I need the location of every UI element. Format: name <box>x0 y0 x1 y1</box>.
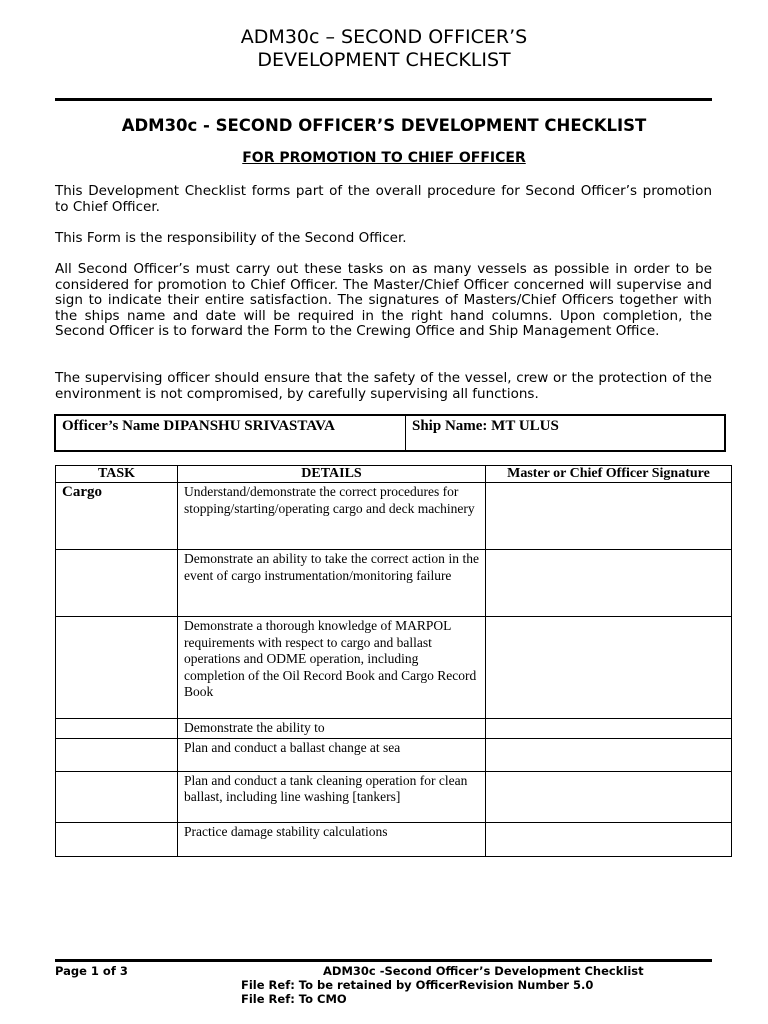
signature-cell[interactable] <box>486 483 732 550</box>
details-cell: Practice damage stability calculations <box>178 822 486 856</box>
table-row <box>56 550 732 617</box>
signature-cell[interactable] <box>486 738 732 771</box>
document-subtitle: FOR PROMOTION TO CHIEF OFFICER <box>242 150 526 166</box>
signature-cell[interactable] <box>486 617 732 719</box>
signature-cell[interactable] <box>486 822 732 856</box>
details-cell: Understand/demonstrate the correct procedures for stopping/starting/operating cargo and deck machinery <box>178 483 486 550</box>
task-cell <box>56 719 178 739</box>
signature-cell[interactable] <box>486 719 732 739</box>
safety-paragraph: The supervising officer should ensure that the safety of the vessel, crew or the protection of the environment is not compromised, by carefully supervising all functions. <box>55 370 712 402</box>
details-cell: Plan and conduct a tank cleaning operation for clean ballast, including line washing [tankers] <box>178 771 486 822</box>
footer-file-ref-2: File Ref: To CMO <box>241 992 347 1006</box>
table-row <box>56 483 732 550</box>
officer-name-field[interactable]: Officer’s Name DIPANSHU SRIVASTAVA <box>56 416 406 450</box>
details-cell: Demonstrate the ability to <box>178 719 486 739</box>
responsibility-paragraph: This Form is the responsibility of the Second Officer. <box>55 230 407 246</box>
header-line-1: ADM30c – SECOND OFFICER’S <box>240 26 528 48</box>
details-cell: Demonstrate an ability to take the correct action in the event of cargo instrumentation/monitoring failure <box>178 550 486 617</box>
table-row <box>56 738 732 771</box>
procedure-paragraph: All Second Officer’s must carry out these tasks on as many vessels as possible in order to be considered for promotion to Chief Officer. The Master/Chief Officer concerned will supervise and sign to indicate their entire satisfaction. The signatures of Masters/Chief Officers together with the ships name and date will be required in the right hand columns. Upon completion, the Second Officer is to forward the Form to the Crewing Office and Ship Management Office. <box>55 261 712 339</box>
task-cell <box>56 822 178 856</box>
document-title: ADM30c - SECOND OFFICER’S DEVELOPMENT CHECKLIST <box>121 116 647 135</box>
table-row <box>56 822 732 856</box>
details-cell: Demonstrate a thorough knowledge of MARPOL requirements with respect to cargo and ballast operations and ODME operation, including completion of the Oil Record Book and Cargo Record Book <box>178 617 486 719</box>
page-header <box>0 26 768 72</box>
ship-name-field[interactable]: Ship Name: MT ULUS <box>412 418 559 434</box>
task-cell <box>56 738 178 771</box>
table-row <box>56 771 732 822</box>
task-cell <box>56 550 178 617</box>
table-header-row <box>56 466 732 483</box>
details-column-header: DETAILS <box>178 466 486 483</box>
table-row <box>56 617 732 719</box>
task-column-header: TASK <box>56 466 178 483</box>
task-checklist-table <box>55 465 732 857</box>
header-divider <box>55 98 712 101</box>
table-row <box>56 719 732 739</box>
signature-cell[interactable] <box>486 550 732 617</box>
officer-info-box <box>54 414 726 452</box>
header-line-2: DEVELOPMENT CHECKLIST <box>257 49 511 71</box>
signature-column-header: Master or Chief Officer Signature <box>486 466 732 483</box>
task-cell <box>56 771 178 822</box>
signature-cell[interactable] <box>486 771 732 822</box>
footer-divider <box>55 959 712 962</box>
footer-file-ref-1: File Ref: To be retained by OfficerRevision Number 5.0 <box>241 978 594 992</box>
footer-document-ref: ADM30c -Second Officer’s Development Checklist <box>323 964 644 978</box>
page-number: Page 1 of 3 <box>55 964 128 978</box>
details-cell: Plan and conduct a ballast change at sea <box>178 738 486 771</box>
task-cell <box>56 617 178 719</box>
task-cell: Cargo <box>56 483 178 550</box>
intro-paragraph: This Development Checklist forms part of the overall procedure for Second Officer’s promotion to Chief Officer. <box>55 183 712 215</box>
